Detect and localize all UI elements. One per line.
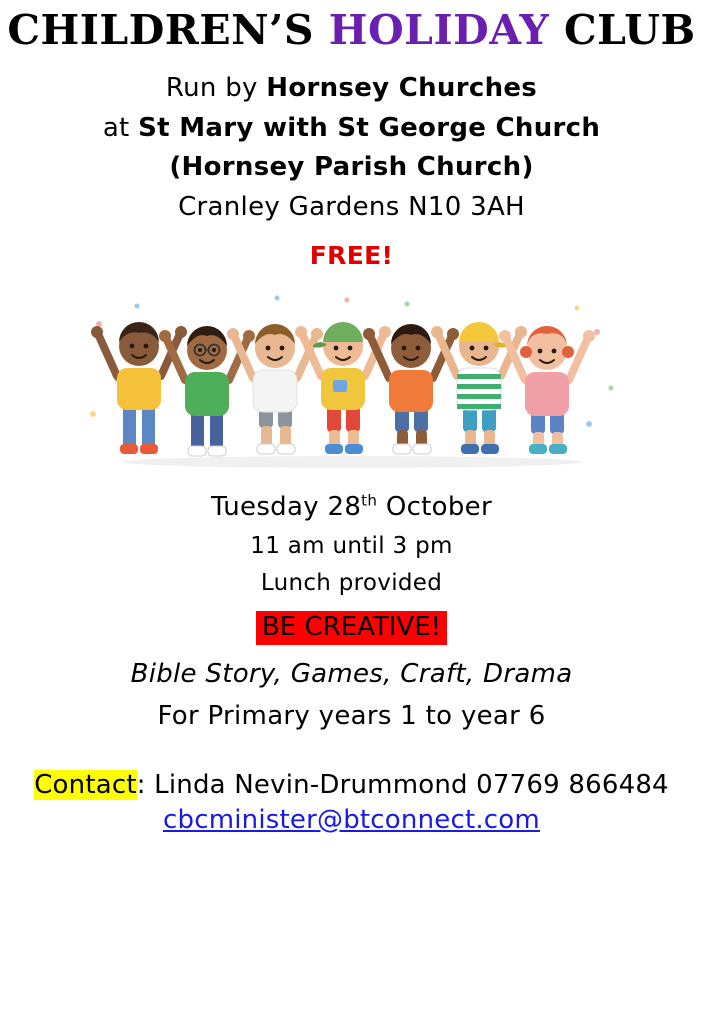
intro-run-by-text: Run by [165,73,267,103]
contact-block [18,767,685,835]
be-creative-badge: BE CREATIVE! [256,611,447,645]
be-creative-row [18,611,685,645]
title-part-3: CLUB [549,6,696,54]
contact-email-row [18,805,685,835]
intro-block [18,69,685,270]
contact-email-link[interactable]: cbcminister@btconnect.com [163,804,540,835]
details-block [18,486,685,737]
children-illustration-svg [77,284,627,474]
intro-at-text: at [102,112,139,143]
intro-line-run-by [18,69,685,109]
contact-label: Contact [34,770,137,801]
intro-line-venue [18,109,685,149]
title-part-1: CHILDREN’S [7,6,329,54]
children-illustration [77,284,627,474]
event-date-month: October [377,492,492,523]
free-badge: FREE! [309,241,394,271]
title-part-holiday: HOLIDAY [328,6,550,54]
event-date-prefix: Tuesday 28 [211,492,362,523]
contact-details: : Linda Nevin-Drummond 07769 866484 [136,770,669,801]
age-range: For Primary years 1 to year 6 [157,700,546,731]
lunch-note: Lunch provided [260,570,443,597]
page-title [7,6,696,54]
event-date [18,486,685,528]
activities-list: Bible Story, Games, Craft, Drama [130,658,573,689]
event-date-ordinal: th [361,491,378,510]
intro-line-venue-alt: (Hornsey Parish Church) [169,152,534,183]
venue-name: St Mary with St George Church [138,112,601,143]
contact-line [18,767,685,805]
event-time: 11 am until 3 pm [250,533,453,560]
intro-line-address: Cranley Gardens N10 3AH [178,191,525,222]
organisation-name: Hornsey Churches [266,73,538,103]
